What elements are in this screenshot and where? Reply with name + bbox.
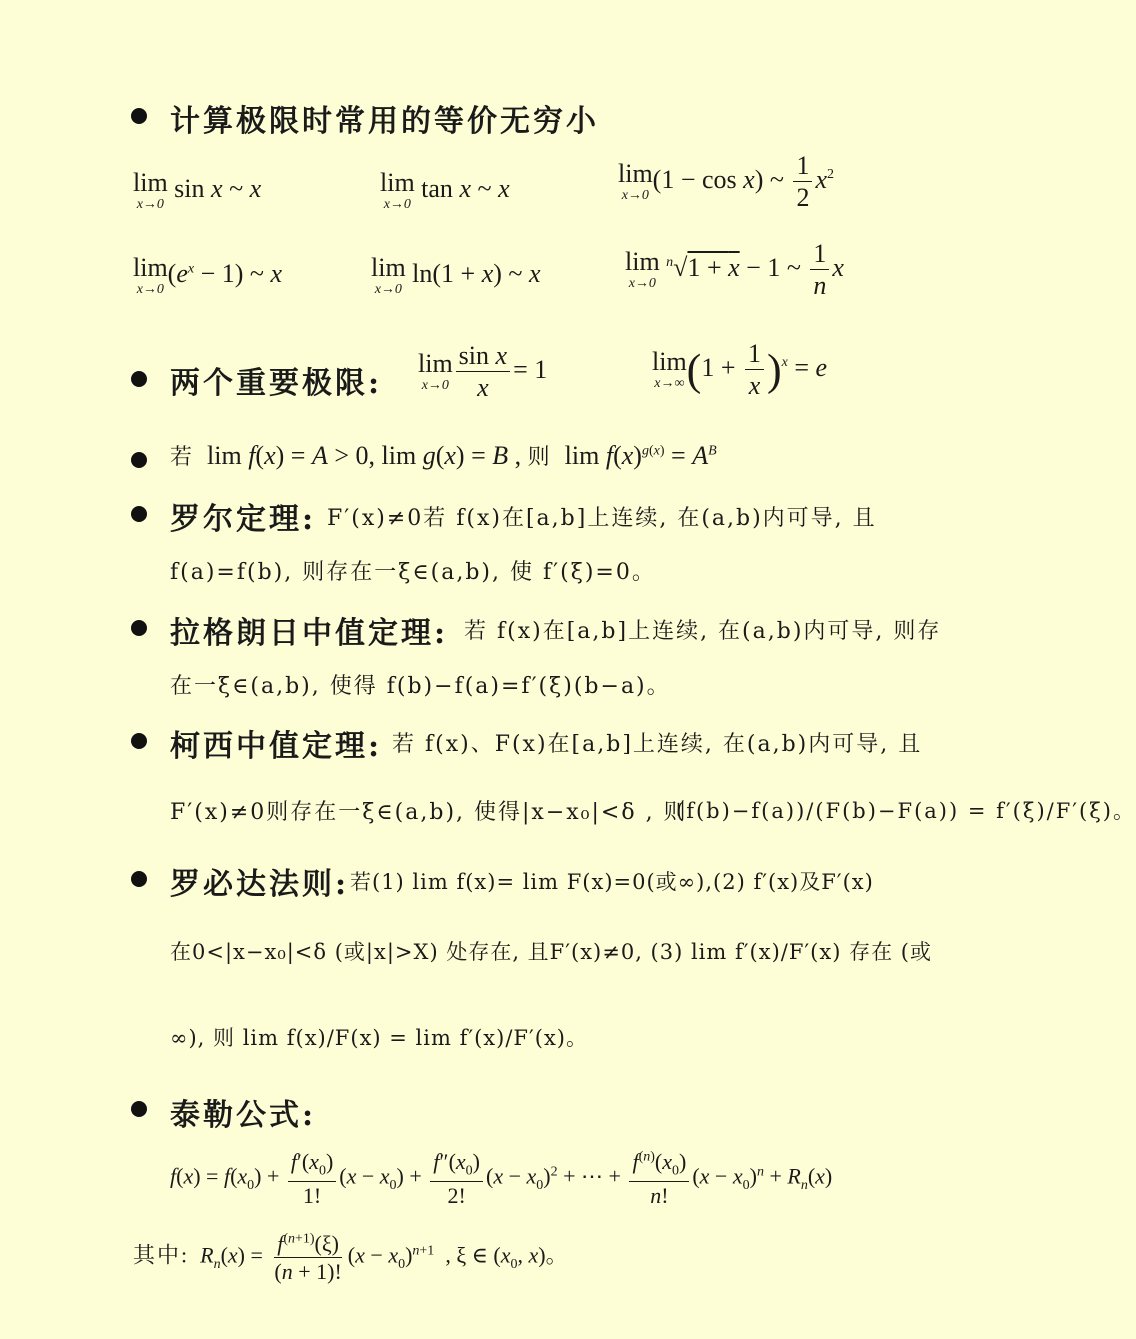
equiv-formula-sin: lim x→0 sin x ~ x <box>133 168 262 212</box>
rolle-line-1: F′(x)≠0若 f(x)在[a,b]上连续, 在(a,b)内可导, 且 <box>327 506 877 531</box>
cauchy-formula: (f(b)−f(a))/(F(b)−F(a)) = f′(ξ)/F′(ξ)。 <box>676 799 1136 823</box>
lagrange-title: 拉格朗日中值定理: <box>170 616 449 651</box>
lhopital-line-3: ∞), 则 lim f(x)/F(x) = lim f′(x)/F′(x)。 <box>170 1026 588 1050</box>
equiv-formula-ln: lim x→0 ln(1 + x) ~ x <box>371 253 541 297</box>
lagrange-line-1: 若 f(x)在[a,b]上连续, 在(a,b)内可导, 则存 <box>464 619 942 644</box>
cauchy-line-1: 若 f(x)、F(x)在[a,b]上连续, 在(a,b)内可导, 且 <box>392 732 923 757</box>
bullet-icon <box>131 108 147 124</box>
cauchy-line-2: F′(x)≠0则存在一ξ∈(a,b), 使得|x−x₀|<δ , 则 <box>170 800 688 825</box>
power-limit-rule: 若 lim f(x) = A > 0, lim g(x) = B , 则 $\lim f(x)^{g(x)} = A^B$ <box>170 441 717 470</box>
taylor-title: 泰勒公式: <box>170 1098 317 1133</box>
taylor-remainder: 其中: $R_n(x)$ = $\frac{f^{(n+1)}(\xi)}{(n + 1)!}$ $(x - x_0)^{n+1}$ , ξ ∈ ($x_0$, x)。 <box>133 1231 568 1285</box>
cauchy-title: 柯西中值定理: <box>170 729 383 764</box>
equiv-formula-tan: lim x→0 tan x ~ x <box>380 168 510 212</box>
two-limits-title: 两个重要极限: <box>170 366 383 401</box>
lhopital-line-1: 若(1) lim f(x)= lim F(x)=0(或∞),(2) f′(x)及F′(x) <box>350 870 874 894</box>
bullet-icon <box>131 871 147 887</box>
limit-sinx-over-x: lim x→0 $\frac{\text{sin x}}{x}$ = 1 <box>418 341 548 403</box>
lhopital-line-2: 在0<|x−x₀|<δ (或|x|>X) 处存在, 且F′(x)≠0, (3) lim f′(x)/F′(x) 存在 (或 <box>170 940 932 964</box>
bullet-icon <box>131 1101 147 1117</box>
lhopital-title: 罗必达法则: <box>170 867 350 902</box>
bullet-icon <box>131 371 147 387</box>
equiv-title: 计算极限时常用的等价无穷小 <box>170 104 599 139</box>
equiv-formula-exp: lim x→0 $(e^x - 1)$ ~ x <box>133 253 283 297</box>
equiv-formula-cos: lim x→0 (1 − cos x) ~ $\frac{1}{2}$ $x^2$ <box>618 151 834 213</box>
rolle-line-2: f(a)=f(b), 则存在一ξ∈(a,b), 使 f′(ξ)=0。 <box>170 560 656 585</box>
bullet-icon <box>131 620 147 636</box>
taylor-formula: $f(x) = f(x_0)$ + $\frac{f'(x_0)}{1!}$ $(x - x_0)$ + $\frac{f''(x_0)}{2!}$ $(x - x_0)^2$ + ⋯ + $\frac{f^{(n)}(x_0)}{n!}$ $(x - x_0)^n + R_n(x)$ <box>170 1149 833 1209</box>
rolle-title: 罗尔定理: <box>170 502 317 537</box>
equiv-formula-root: lim x→0 $^n$√1 + x − 1 ~ $\frac{1}{n}$ x <box>625 239 844 301</box>
limit-e: lim x→∞ (1 + $\frac{1}{x}$ )$^x$ = e <box>652 339 828 401</box>
bullet-icon <box>131 506 147 522</box>
bullet-icon <box>131 452 147 468</box>
lagrange-line-2: 在一ξ∈(a,b), 使得 f(b)−f(a)=f′(ξ)(b−a)。 <box>170 674 671 699</box>
bullet-icon <box>131 733 147 749</box>
